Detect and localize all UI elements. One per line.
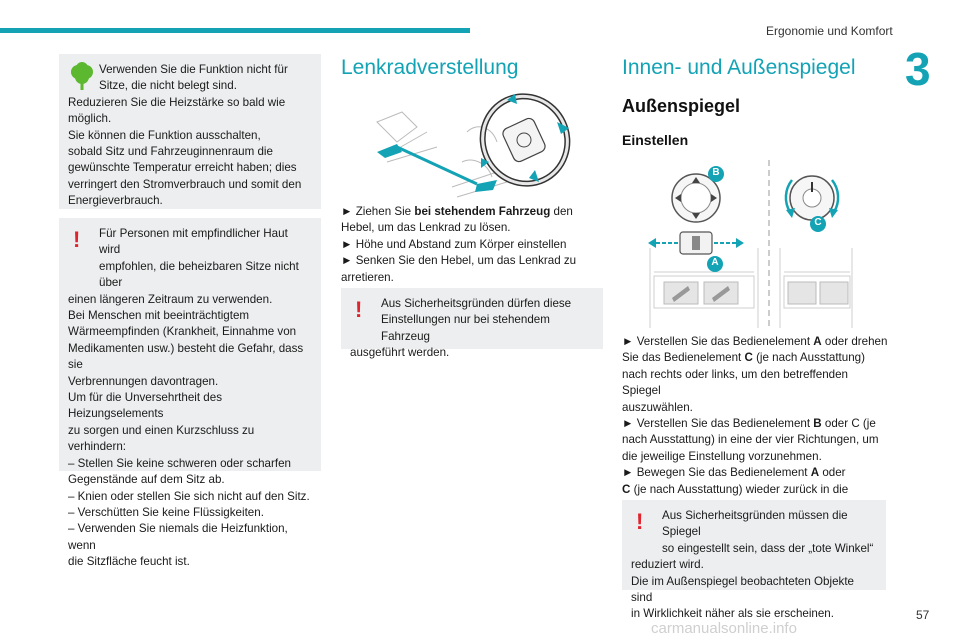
heated-seat-warning-box (59, 218, 321, 569)
warning-line: die Sitzfläche feucht ist. (68, 555, 190, 569)
mirror-step-line (622, 350, 888, 366)
warning-line: Gegenstände auf dem Sitz ab. (68, 473, 225, 487)
steering-wheel-illustration (357, 92, 592, 212)
warning-line: Die im Außenspiegel beobachteten Objekte sind (631, 574, 854, 605)
warning-line: Aus Sicherheitsgründen dürfen diese (381, 297, 572, 310)
adjust-heading: Einstellen (622, 132, 689, 148)
warning-line: – Stellen Sie keine schweren oder scharfen (68, 456, 291, 470)
mirror-step-line (622, 334, 888, 350)
mirror-step-line (622, 482, 888, 498)
step-text: ► Ziehen Sie (341, 205, 415, 218)
warning-line: Wärmeempfinden (Krankheit, Einnahme von (68, 325, 297, 339)
step-text: ► Bewegen Sie das Bedienelement (622, 466, 811, 480)
mirror-step-line: die jeweilige Einstellung vorzunehmen. (622, 449, 822, 463)
warning-line: so eingestellt sein, dass der „tote Winkel“ (662, 541, 874, 555)
step-text: (je nach Ausstattung) wieder zurück in die (630, 482, 849, 496)
eco-line: Sitze, die nicht belegt sind. (99, 79, 237, 93)
eco-line: Energieverbrauch. (68, 194, 163, 208)
step-bold-text: A (813, 335, 822, 348)
warning-line: Bei Menschen mit beeinträchtigtem (68, 309, 250, 323)
steering-step-line: arretieren. (341, 270, 394, 284)
steering-step-line: ► Senken Sie den Hebel, um das Lenkrad zu (341, 254, 577, 268)
eco-line: sobald Sitz und Fahrzeuginnenraum die (68, 145, 273, 159)
warning-line: empfohlen, die beheizbaren Sitze nicht über (99, 259, 299, 290)
step-text: oder C (je (821, 417, 876, 431)
steering-section-title: Lenkradverstellung (341, 56, 519, 79)
eco-tip-box (59, 54, 321, 209)
eco-line: Reduzieren Sie die Heizstärke so bald wie (68, 95, 286, 109)
step-text: ► Verstellen Sie das Bedienelement (622, 417, 814, 431)
step-bold-text: C (622, 482, 631, 496)
warning-line: – Verwenden Sie niemals die Heizfunktion, wenn (68, 522, 288, 552)
eco-line: verringert den Stromverbrauch und somit den (68, 177, 302, 191)
eco-line: Sie können die Funktion ausschalten, (68, 128, 261, 142)
warning-line: ausgeführt werden. (350, 346, 450, 360)
step-bold-text: C (744, 351, 753, 365)
steering-steps (341, 204, 603, 286)
step-text: den (550, 205, 573, 218)
step-text: oder (819, 466, 846, 480)
badge-label-b: B (712, 167, 720, 178)
warning-line: Medikamenten usw.) besteht die Gefahr, dass sie (68, 341, 304, 372)
step-text: Sie das Bedienelement (622, 351, 745, 365)
section-title: Ergonomie und Komfort (766, 24, 893, 38)
badge-label-c: C (814, 217, 822, 228)
mirror-step-line: nach Ausstattung) in eine der vier Richtungen, um (622, 433, 879, 447)
steering-step-line: Hebel, um das Lenkrad zu lösen. (341, 221, 511, 235)
steering-warning-box (341, 288, 603, 360)
warning-line: – Verschütten Sie keine Flüssigkeiten. (68, 505, 264, 519)
step-bold-text: B (813, 417, 822, 431)
warning-line: Aus Sicherheitsgründen müssen die Spiegel (662, 509, 848, 539)
exclamation-icon: ! (73, 227, 81, 252)
warning-line: einen längeren Zeitraum zu verwenden. (68, 292, 273, 306)
step-bold-text: bei stehendem Fahrzeug (414, 205, 551, 218)
step-text: (je nach Ausstattung) (752, 351, 865, 365)
warning-line: Für Personen mit empfindlicher Haut wird (99, 227, 288, 257)
eco-line: Verwenden Sie die Funktion nicht für (99, 63, 288, 76)
mirrors-section-title: Innen- und Außenspiegel (622, 56, 856, 79)
watermark: carmanualsonline.info (651, 620, 797, 637)
eco-line: gewünschte Temperatur erreicht haben; dies (68, 161, 297, 175)
mirror-step-line (622, 465, 888, 481)
step-text: ► Verstellen Sie das Bedienelement (622, 335, 814, 348)
warning-line: Einstellungen nur bei stehendem Fahrzeug (381, 313, 550, 343)
eco-line: möglich. (68, 112, 112, 126)
warning-line: zu sorgen und einen Kurzschluss zu verhindern: (68, 423, 255, 454)
page-number: 57 (916, 608, 930, 622)
warning-line: reduziert wird. (631, 558, 704, 572)
warning-line: Verbrennungen davontragen. (68, 374, 219, 388)
badge-label-a: A (711, 257, 719, 268)
mirror-steps (622, 334, 888, 514)
header-accent-bar (0, 28, 470, 33)
mirror-step-line (622, 416, 888, 432)
exclamation-icon: ! (636, 509, 644, 534)
warning-line: in Wirklichkeit näher als sie erscheinen. (631, 607, 834, 621)
warning-line: – Knien oder stellen Sie sich nicht auf den Sitz. (68, 489, 310, 503)
mirror-step-line: nach rechts oder links, um den betreffenden Spiegel (622, 367, 849, 398)
mirror-step-line: auszuwählen. (622, 400, 693, 414)
chapter-number: 3 (905, 43, 931, 95)
mirror-control-illustration (640, 158, 860, 328)
steering-step-line (341, 204, 603, 220)
steering-step-line: ► Höhe und Abstand zum Körper einstellen (341, 237, 567, 251)
exclamation-icon: ! (355, 297, 363, 322)
warning-line: Um für die Unversehrtheit des Heizungselements (68, 391, 223, 421)
exterior-mirrors-heading: Außenspiegel (622, 96, 741, 116)
step-bold-text: A (810, 466, 820, 480)
mirror-warning-box (622, 500, 886, 621)
step-text: oder drehen (821, 335, 888, 348)
tree-icon (69, 62, 95, 92)
